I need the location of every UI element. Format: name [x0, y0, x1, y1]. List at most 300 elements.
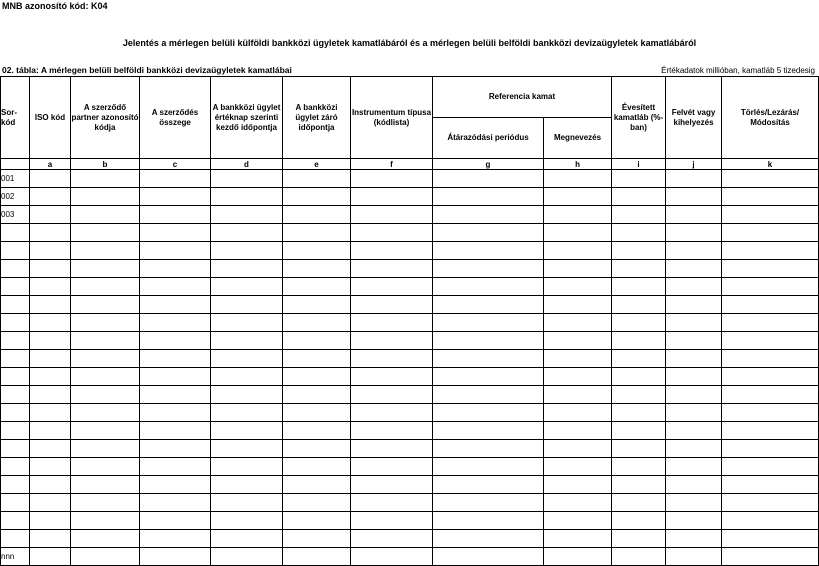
data-cell[interactable]: [71, 260, 140, 278]
data-cell[interactable]: [30, 530, 71, 548]
data-cell[interactable]: [30, 404, 71, 422]
data-cell[interactable]: [612, 530, 666, 548]
header-iso-code: ISO kód: [30, 77, 71, 159]
data-cell[interactable]: [283, 440, 351, 458]
data-cell[interactable]: [433, 170, 544, 188]
data-cell[interactable]: [351, 440, 433, 458]
data-cell[interactable]: [666, 260, 722, 278]
data-cell[interactable]: [140, 368, 211, 386]
data-cell[interactable]: [612, 260, 666, 278]
data-cell[interactable]: [722, 494, 819, 512]
data-cell[interactable]: [30, 332, 71, 350]
data-cell[interactable]: [433, 188, 544, 206]
data-cell[interactable]: [30, 458, 71, 476]
data-cell[interactable]: [612, 458, 666, 476]
table-row: [1, 314, 819, 332]
data-cell[interactable]: [140, 440, 211, 458]
data-cell[interactable]: [283, 224, 351, 242]
row-code: [1, 224, 30, 242]
data-cell[interactable]: [722, 368, 819, 386]
data-cell[interactable]: [666, 278, 722, 296]
data-cell[interactable]: [30, 350, 71, 368]
data-cell[interactable]: [612, 170, 666, 188]
data-cell[interactable]: [544, 188, 612, 206]
data-cell[interactable]: [666, 512, 722, 530]
table-row: [1, 242, 819, 260]
data-cell[interactable]: [433, 440, 544, 458]
data-cell[interactable]: [211, 404, 283, 422]
data-cell[interactable]: [211, 368, 283, 386]
data-cell[interactable]: [140, 314, 211, 332]
column-letter: h: [544, 159, 612, 170]
data-cell[interactable]: [71, 458, 140, 476]
data-cell[interactable]: [544, 422, 612, 440]
data-cell[interactable]: [283, 494, 351, 512]
data-cell[interactable]: [30, 224, 71, 242]
data-cell[interactable]: [283, 350, 351, 368]
data-cell[interactable]: [666, 170, 722, 188]
table-row: [1, 296, 819, 314]
header-repricing-period: Átárazódási periódus: [433, 118, 544, 159]
data-cell[interactable]: [351, 350, 433, 368]
data-cell[interactable]: [544, 242, 612, 260]
data-cell[interactable]: [666, 368, 722, 386]
data-cell[interactable]: [433, 494, 544, 512]
row-code: [1, 512, 30, 530]
data-cell[interactable]: [544, 440, 612, 458]
data-cell[interactable]: [283, 386, 351, 404]
data-cell[interactable]: [211, 314, 283, 332]
data-cell[interactable]: [351, 530, 433, 548]
data-cell[interactable]: [351, 278, 433, 296]
data-cell[interactable]: [612, 350, 666, 368]
data-cell[interactable]: [351, 476, 433, 494]
data-cell[interactable]: [30, 188, 71, 206]
data-cell[interactable]: [211, 476, 283, 494]
data-cell[interactable]: [433, 314, 544, 332]
row-code: [1, 494, 30, 512]
data-cell[interactable]: [433, 332, 544, 350]
data-cell[interactable]: [71, 530, 140, 548]
report-title: Jelentés a mérlegen belüli külföldi bankközi ügyletek kamatlábáról és a mérlegen belüli belföldi bankközi devizaügyletek kamatlábáról: [122, 38, 697, 48]
data-cell[interactable]: [612, 548, 666, 566]
data-cell[interactable]: [666, 224, 722, 242]
data-cell[interactable]: [722, 242, 819, 260]
data-cell[interactable]: [612, 422, 666, 440]
data-cell[interactable]: [351, 332, 433, 350]
data-cell[interactable]: [666, 440, 722, 458]
data-cell[interactable]: [722, 404, 819, 422]
data-cell[interactable]: [140, 296, 211, 314]
data-cell[interactable]: [283, 332, 351, 350]
column-letter: k: [722, 159, 819, 170]
data-cell[interactable]: [612, 404, 666, 422]
data-cell[interactable]: [211, 242, 283, 260]
data-cell[interactable]: [140, 458, 211, 476]
data-cell[interactable]: [666, 548, 722, 566]
data-cell[interactable]: [140, 476, 211, 494]
column-letter: e: [283, 159, 351, 170]
data-cell[interactable]: [666, 530, 722, 548]
row-code: [1, 242, 30, 260]
table-row: [1, 188, 819, 206]
data-cell[interactable]: [612, 278, 666, 296]
data-cell[interactable]: [71, 224, 140, 242]
data-cell[interactable]: [30, 422, 71, 440]
data-cell[interactable]: [283, 170, 351, 188]
row-code: [1, 314, 30, 332]
data-cell[interactable]: [71, 170, 140, 188]
data-cell[interactable]: [544, 260, 612, 278]
data-cell[interactable]: [722, 206, 819, 224]
row-code: [1, 278, 30, 296]
data-cell[interactable]: [722, 296, 819, 314]
data-cell[interactable]: [722, 422, 819, 440]
data-cell[interactable]: [722, 332, 819, 350]
data-cell[interactable]: [283, 512, 351, 530]
data-cell[interactable]: [433, 422, 544, 440]
row-code: [1, 530, 30, 548]
data-cell[interactable]: [433, 476, 544, 494]
data-cell[interactable]: [30, 548, 71, 566]
data-cell[interactable]: [666, 206, 722, 224]
column-letter: j: [666, 159, 722, 170]
data-cell[interactable]: [544, 350, 612, 368]
data-cell[interactable]: [612, 386, 666, 404]
data-cell[interactable]: [140, 386, 211, 404]
data-cell[interactable]: [211, 332, 283, 350]
data-cell[interactable]: [283, 188, 351, 206]
data-cell[interactable]: [544, 386, 612, 404]
data-cell[interactable]: [544, 314, 612, 332]
data-cell[interactable]: [140, 548, 211, 566]
data-cell[interactable]: [612, 512, 666, 530]
data-cell[interactable]: [71, 350, 140, 368]
column-letter-row: [1, 159, 819, 170]
table-row: [1, 530, 819, 548]
data-cell[interactable]: [544, 170, 612, 188]
data-cell[interactable]: [30, 386, 71, 404]
data-cell[interactable]: [544, 476, 612, 494]
data-cell[interactable]: [433, 368, 544, 386]
data-table: [0, 76, 819, 566]
data-cell[interactable]: [351, 494, 433, 512]
data-cell[interactable]: [30, 512, 71, 530]
data-cell[interactable]: [211, 224, 283, 242]
data-cell[interactable]: [666, 350, 722, 368]
data-cell[interactable]: [30, 440, 71, 458]
table-row: [1, 224, 819, 242]
data-cell[interactable]: [283, 458, 351, 476]
data-cell[interactable]: [351, 368, 433, 386]
data-cell[interactable]: [211, 170, 283, 188]
data-cell[interactable]: [211, 422, 283, 440]
data-cell[interactable]: [283, 404, 351, 422]
data-cell[interactable]: [30, 476, 71, 494]
data-cell[interactable]: [544, 206, 612, 224]
data-cell[interactable]: [433, 530, 544, 548]
data-cell[interactable]: [433, 350, 544, 368]
data-cell[interactable]: [612, 440, 666, 458]
data-cell[interactable]: [433, 512, 544, 530]
data-cell[interactable]: [211, 512, 283, 530]
data-cell[interactable]: [612, 206, 666, 224]
column-letter: i: [612, 159, 666, 170]
table-row: [1, 512, 819, 530]
row-code: [1, 386, 30, 404]
header-name: Megnevezés: [544, 118, 612, 159]
data-cell[interactable]: [351, 242, 433, 260]
row-code: 003: [1, 206, 30, 224]
data-cell[interactable]: [71, 368, 140, 386]
data-cell[interactable]: [433, 386, 544, 404]
data-cell[interactable]: [140, 206, 211, 224]
data-cell[interactable]: [544, 512, 612, 530]
data-cell[interactable]: [351, 404, 433, 422]
data-cell[interactable]: [283, 260, 351, 278]
data-cell[interactable]: [211, 548, 283, 566]
data-cell[interactable]: [30, 296, 71, 314]
data-cell[interactable]: [666, 494, 722, 512]
data-cell[interactable]: [544, 404, 612, 422]
data-cell[interactable]: [433, 404, 544, 422]
data-cell[interactable]: [211, 260, 283, 278]
data-cell[interactable]: [71, 332, 140, 350]
data-cell[interactable]: [211, 458, 283, 476]
data-cell[interactable]: [140, 188, 211, 206]
data-cell[interactable]: [722, 548, 819, 566]
data-cell[interactable]: [666, 188, 722, 206]
table-row: [1, 548, 819, 566]
table-row: [1, 206, 819, 224]
table-row: [1, 368, 819, 386]
data-cell[interactable]: [211, 440, 283, 458]
data-cell[interactable]: [351, 260, 433, 278]
data-cell[interactable]: [71, 278, 140, 296]
data-cell[interactable]: [71, 386, 140, 404]
data-cell[interactable]: [71, 422, 140, 440]
data-cell[interactable]: [666, 404, 722, 422]
data-cell[interactable]: [612, 494, 666, 512]
data-cell[interactable]: [283, 206, 351, 224]
data-cell[interactable]: [612, 476, 666, 494]
table-row: [1, 422, 819, 440]
data-cell[interactable]: [612, 332, 666, 350]
data-cell[interactable]: [211, 296, 283, 314]
data-cell[interactable]: [71, 296, 140, 314]
data-cell[interactable]: [612, 188, 666, 206]
data-cell[interactable]: [351, 314, 433, 332]
row-code: [1, 260, 30, 278]
data-cell[interactable]: [544, 458, 612, 476]
data-cell[interactable]: [283, 242, 351, 260]
table-row: [1, 386, 819, 404]
data-cell[interactable]: [351, 512, 433, 530]
data-cell[interactable]: [140, 350, 211, 368]
data-cell[interactable]: [666, 386, 722, 404]
data-cell[interactable]: [351, 422, 433, 440]
data-cell[interactable]: [722, 224, 819, 242]
data-cell[interactable]: [544, 224, 612, 242]
data-cell[interactable]: [140, 512, 211, 530]
data-cell[interactable]: [283, 422, 351, 440]
data-cell[interactable]: [722, 170, 819, 188]
table-row: [1, 170, 819, 188]
data-cell[interactable]: [283, 296, 351, 314]
data-cell[interactable]: [722, 512, 819, 530]
row-code: 001: [1, 170, 30, 188]
data-cell[interactable]: [140, 332, 211, 350]
data-cell[interactable]: [211, 188, 283, 206]
data-cell[interactable]: [71, 476, 140, 494]
data-cell[interactable]: [433, 548, 544, 566]
data-cell[interactable]: [612, 296, 666, 314]
header-start-date: A bankközi ügylet értéknap szerinti kezdő időpontja: [211, 77, 283, 159]
table-title: 02. tábla: A mérlegen belüli belföldi bankközi devizaügyletek kamatlábai: [2, 65, 292, 75]
row-code: [1, 404, 30, 422]
data-cell[interactable]: [433, 224, 544, 242]
row-code: [1, 422, 30, 440]
table-row: [1, 476, 819, 494]
data-cell[interactable]: [71, 206, 140, 224]
column-letter: d: [211, 159, 283, 170]
table-row: [1, 332, 819, 350]
row-code: [1, 440, 30, 458]
data-cell[interactable]: [211, 494, 283, 512]
data-cell[interactable]: [283, 548, 351, 566]
data-cell[interactable]: [433, 242, 544, 260]
data-cell[interactable]: [666, 332, 722, 350]
data-cell[interactable]: [351, 188, 433, 206]
data-cell[interactable]: [666, 476, 722, 494]
data-cell[interactable]: [666, 314, 722, 332]
data-cell[interactable]: [283, 530, 351, 548]
data-cell[interactable]: [30, 368, 71, 386]
data-cell[interactable]: [140, 494, 211, 512]
data-cell[interactable]: [612, 368, 666, 386]
data-cell[interactable]: [283, 368, 351, 386]
data-cell[interactable]: [140, 260, 211, 278]
letter-cell-empty: [1, 159, 30, 170]
data-cell[interactable]: [666, 458, 722, 476]
data-cell[interactable]: [71, 404, 140, 422]
header-partner-code: A szerződő partner azonosító kódja: [71, 77, 140, 159]
data-cell[interactable]: [666, 242, 722, 260]
data-cell[interactable]: [71, 548, 140, 566]
column-letter: g: [433, 159, 544, 170]
data-cell[interactable]: [544, 368, 612, 386]
data-cell[interactable]: [211, 206, 283, 224]
data-cell[interactable]: [283, 476, 351, 494]
data-cell[interactable]: [351, 224, 433, 242]
data-cell[interactable]: [722, 260, 819, 278]
data-cell[interactable]: [544, 494, 612, 512]
data-cell[interactable]: [211, 530, 283, 548]
header-end-date: A bankközi ügylet záró időpontja: [283, 77, 351, 159]
data-cell[interactable]: [30, 206, 71, 224]
data-cell[interactable]: [351, 548, 433, 566]
data-cell[interactable]: [544, 548, 612, 566]
data-cell[interactable]: [140, 242, 211, 260]
data-cell[interactable]: [666, 296, 722, 314]
data-cell[interactable]: [30, 242, 71, 260]
data-cell[interactable]: [140, 278, 211, 296]
data-cell[interactable]: [71, 242, 140, 260]
data-cell[interactable]: [30, 494, 71, 512]
data-cell[interactable]: [71, 188, 140, 206]
data-cell[interactable]: [351, 170, 433, 188]
data-cell[interactable]: [722, 476, 819, 494]
data-cell[interactable]: [433, 296, 544, 314]
data-cell[interactable]: [30, 170, 71, 188]
data-cell[interactable]: [140, 224, 211, 242]
data-cell[interactable]: [211, 278, 283, 296]
data-cell[interactable]: [30, 314, 71, 332]
data-cell[interactable]: [351, 206, 433, 224]
table-row: [1, 278, 819, 296]
data-cell[interactable]: [211, 350, 283, 368]
data-cell[interactable]: [722, 188, 819, 206]
data-cell[interactable]: [722, 278, 819, 296]
data-cell[interactable]: [140, 422, 211, 440]
unit-note: Értékadatok millióban, kamatláb 5 tizedesig: [661, 66, 815, 75]
data-cell[interactable]: [722, 314, 819, 332]
table-row: [1, 404, 819, 422]
row-code: [1, 368, 30, 386]
data-cell[interactable]: [544, 332, 612, 350]
mnb-code: MNB azonosító kód: K04: [2, 1, 108, 11]
data-cell[interactable]: [544, 530, 612, 548]
row-code: [1, 296, 30, 314]
data-cell[interactable]: [433, 278, 544, 296]
data-cell[interactable]: [351, 296, 433, 314]
data-cell[interactable]: [722, 350, 819, 368]
data-cell[interactable]: [612, 314, 666, 332]
header-sorkod: Sor-kód: [1, 77, 30, 159]
data-cell[interactable]: [351, 386, 433, 404]
data-cell[interactable]: [71, 440, 140, 458]
data-cell[interactable]: [433, 206, 544, 224]
data-cell[interactable]: [544, 278, 612, 296]
data-cell[interactable]: [283, 278, 351, 296]
data-cell[interactable]: [283, 314, 351, 332]
data-cell[interactable]: [71, 494, 140, 512]
data-cell[interactable]: [722, 386, 819, 404]
data-cell[interactable]: [351, 458, 433, 476]
data-cell[interactable]: [612, 224, 666, 242]
data-cell[interactable]: [666, 422, 722, 440]
header-delete-close-modify: Törlés/Lezárás/ Módosítás: [722, 77, 819, 159]
data-cell[interactable]: [722, 440, 819, 458]
data-cell[interactable]: [433, 260, 544, 278]
data-cell[interactable]: [211, 386, 283, 404]
row-code: [1, 458, 30, 476]
data-cell[interactable]: [140, 530, 211, 548]
data-cell[interactable]: [140, 404, 211, 422]
data-cell[interactable]: [544, 296, 612, 314]
data-cell[interactable]: [71, 512, 140, 530]
data-cell[interactable]: [433, 458, 544, 476]
header-borrow-or-lend: Felvét vagy kihelyezés: [666, 77, 722, 159]
data-cell[interactable]: [722, 458, 819, 476]
data-cell[interactable]: [140, 170, 211, 188]
data-cell[interactable]: [612, 242, 666, 260]
data-cell[interactable]: [30, 278, 71, 296]
data-cell[interactable]: [71, 314, 140, 332]
column-letter: a: [30, 159, 71, 170]
data-cell[interactable]: [722, 530, 819, 548]
data-cell[interactable]: [30, 260, 71, 278]
